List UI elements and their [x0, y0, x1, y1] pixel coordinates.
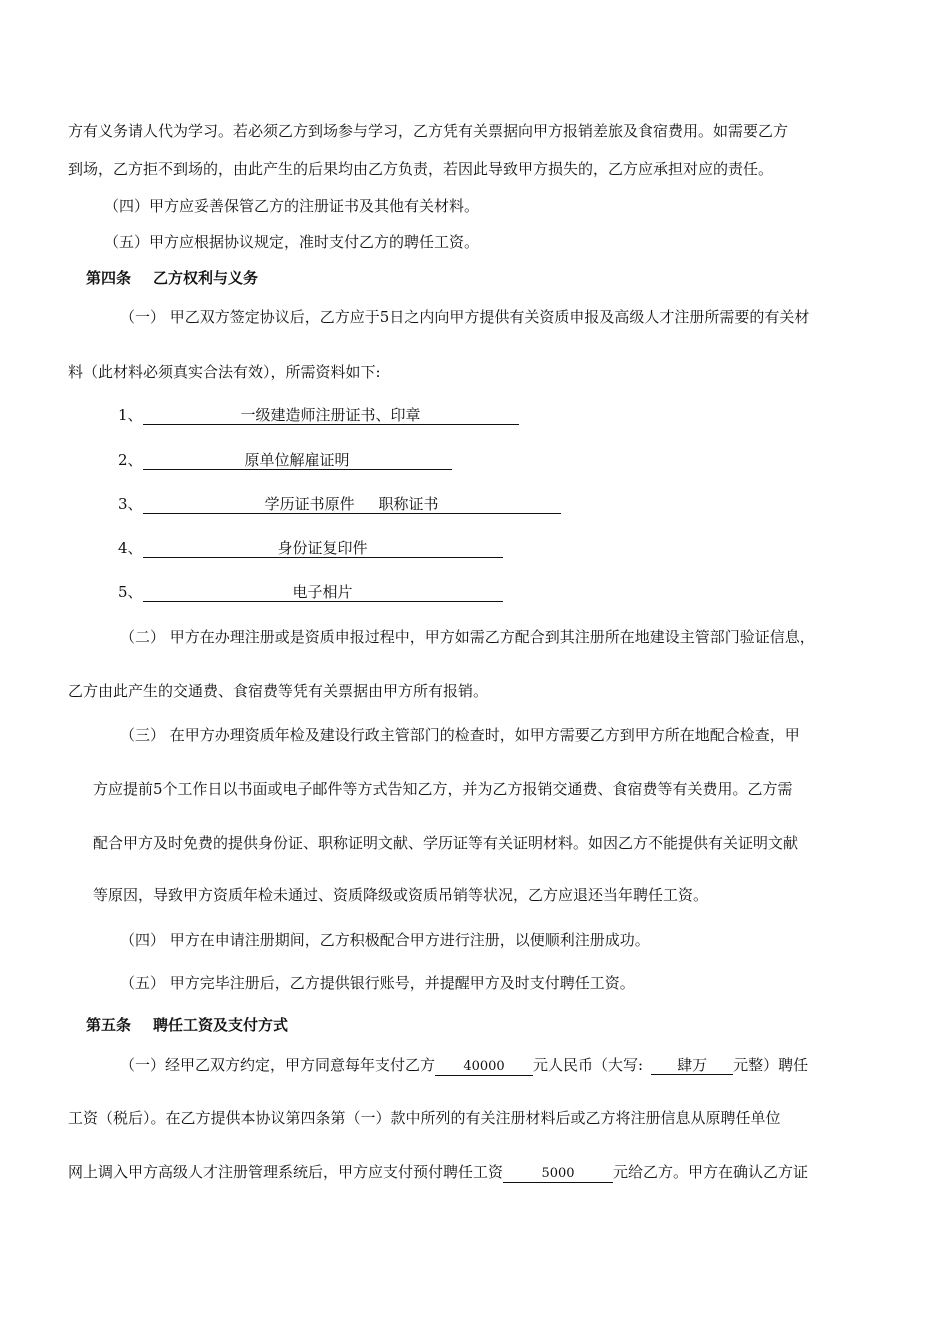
- list-item-number: 3、: [118, 495, 143, 513]
- article-4-heading: [86, 268, 258, 288]
- advance-salary-amount: 5000: [503, 1165, 613, 1183]
- text-segment: 元人民币（大写:: [533, 1056, 644, 1074]
- art4-item-4: （四） 甲方在申请注册期间，乙方积极配合甲方进行注册，以便顺利注册成功。: [120, 931, 650, 949]
- article-4-title: 乙方权利与义务: [153, 269, 259, 287]
- art3-cont-line-1: 方有义务请人代为学习。若必须乙方到场参与学习，乙方凭有关票据向甲方报销差旅及食宿费用。如需要乙方: [68, 122, 789, 140]
- art4-item-3-line-2: 方应提前5个工作日以书面或电子邮件等方式告知乙方，并为乙方报销交通费、食宿费等有关费用。乙方需: [93, 780, 793, 798]
- list-item-text: 电子相片: [143, 584, 503, 602]
- art3-item-4: （四）甲方应妥善保管乙方的注册证书及其他有关材料。: [104, 197, 480, 215]
- list-item-number: 1、: [118, 406, 143, 424]
- list-item-number: 4、: [118, 539, 143, 557]
- art4-item-3-line-3: 配合甲方及时免费的提供身份证、职称证明文献、学历证等有关证明材料。如因乙方不能提供有关证明文献: [93, 834, 799, 852]
- article-5-number: 第五条: [86, 1016, 132, 1034]
- list-item-text: 原单位解雇证明: [143, 452, 452, 470]
- art4-item-1-line-1: （一） 甲乙双方签定协议后，乙方应于5日之内向甲方提供有关资质申报及高级人才注册所需要的有关材: [120, 308, 810, 326]
- text-segment: （一）经甲乙双方约定，甲方同意每年支付乙方: [120, 1056, 436, 1074]
- art4-item-1-line-2: 料（此材料必须真实合法有效），所需资料如下:: [68, 363, 381, 381]
- list-item-text: 身份证复印件: [143, 540, 503, 558]
- materials-list-item: [118, 538, 503, 558]
- art4-item-5: （五） 甲方完毕注册后，乙方提供银行账号，并提醒甲方及时支付聘任工资。: [120, 974, 635, 992]
- article-5-heading: [86, 1015, 288, 1035]
- text-segment: 网上调入甲方高级人才注册管理系统后，甲方应支付预付聘任工资: [68, 1163, 504, 1181]
- art4-item-3-line-1: （三） 在甲方办理资质年检及建设行政主管部门的检查时，如甲方需要乙方到甲方所在地配合检查，甲: [120, 726, 800, 744]
- art3-item-5: （五）甲方应根据协议规定，准时支付乙方的聘任工资。: [104, 233, 480, 251]
- materials-list-item: [118, 582, 503, 602]
- article-5-title: 聘任工资及支付方式: [153, 1016, 289, 1034]
- art3-cont-line-2: 到场，乙方拒不到场的，由此产生的后果均由乙方负责，若因此导致甲方损失的，乙方应承担对应的责任。: [68, 160, 774, 178]
- text-segment: 元整）聘任: [733, 1056, 809, 1074]
- art4-item-3-line-4: 等原因，导致甲方资质年检未通过、资质降级或资质吊销等状况，乙方应退还当年聘任工资。: [93, 886, 709, 904]
- list-item-text: 学历证书原件 职称证书: [143, 496, 561, 514]
- article-4-number: 第四条: [86, 269, 132, 287]
- text-segment: 元给乙方。甲方在确认乙方证: [613, 1163, 809, 1181]
- annual-salary-uppercase: 肆万: [651, 1057, 733, 1075]
- art5-item-1-line-2: 工资（税后）。在乙方提供本协议第四条第（一）款中所列的有关注册材料后或乙方将注册信息从原聘任单位: [68, 1109, 781, 1127]
- annual-salary-amount: 40000: [435, 1058, 533, 1076]
- art5-item-1-line-3: [68, 1162, 808, 1183]
- materials-list-item: [118, 450, 452, 470]
- art4-item-2-line-2: 乙方由此产生的交通费、食宿费等凭有关票据由甲方所有报销。: [68, 682, 489, 700]
- materials-list-item: [118, 405, 519, 425]
- materials-list-item: [118, 494, 561, 514]
- list-item-number: 5、: [118, 583, 143, 601]
- list-item-number: 2、: [118, 451, 143, 469]
- art4-item-2-line-1: （二） 甲方在办理注册或是资质申报过程中，甲方如需乙方配合到其注册所在地建设主管部门验证信息，: [120, 628, 815, 646]
- art5-item-1-line-1: [120, 1055, 808, 1076]
- list-item-text: 一级建造师注册证书、印章: [143, 407, 519, 425]
